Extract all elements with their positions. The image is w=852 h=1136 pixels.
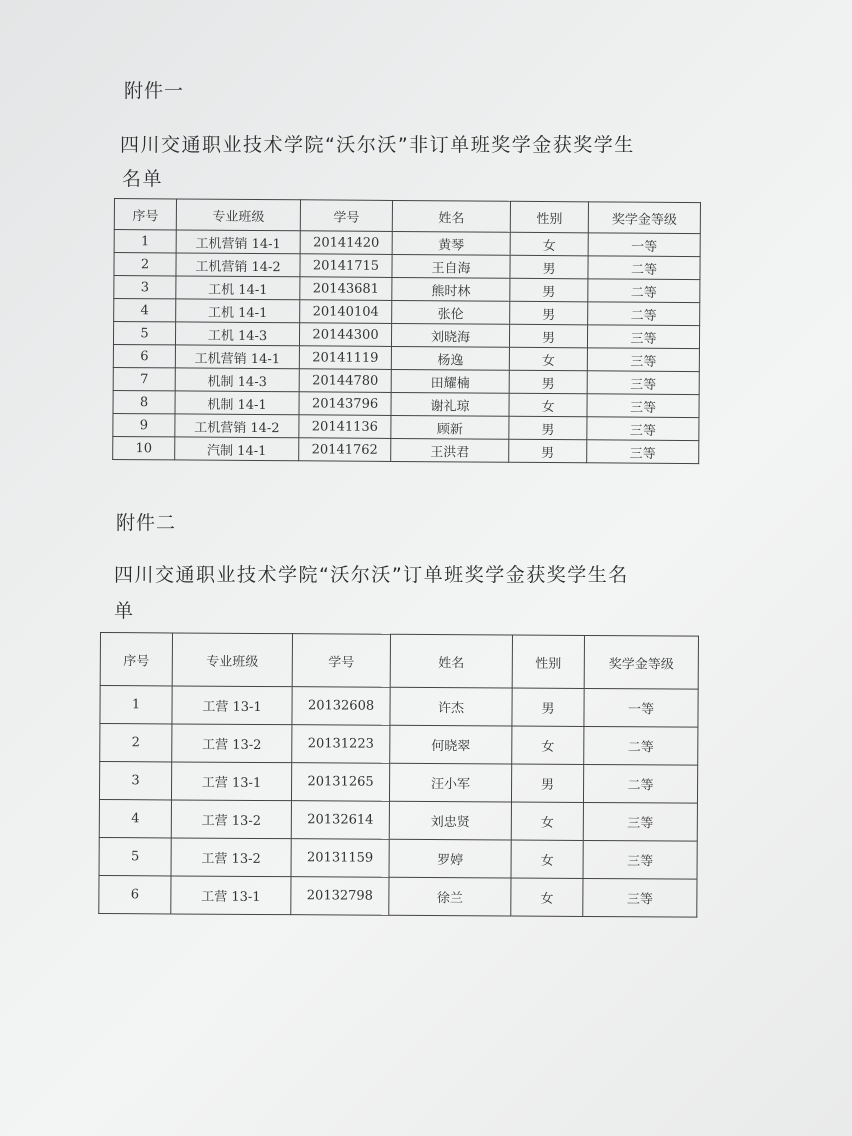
table-cell: 一等 [584,688,698,727]
table-cell: 刘忠贤 [389,801,511,840]
table-cell: 9 [113,413,175,436]
table-row [99,762,697,804]
column-header: 专业班级 [172,633,292,687]
table-cell: 女 [510,232,588,256]
table-cell: 男 [509,439,587,463]
table-cell: 20132614 [291,801,389,840]
table-cell: 女 [511,840,583,878]
column-header: 学号 [300,200,392,232]
table-cell: 男 [509,370,587,394]
table-cell: 女 [511,878,583,916]
table-cell: 三等 [587,325,699,349]
table-cell: 女 [509,393,587,417]
table-cell: 顾新 [391,415,509,439]
table-cell: 谢礼琼 [391,392,509,416]
table-cell: 机制 14-1 [175,391,299,415]
column-header: 专业班级 [176,199,300,231]
table-cell: 三等 [587,394,699,418]
table-cell: 二等 [588,279,700,303]
table-cell: 1 [100,686,172,724]
table-cell: 20143681 [300,277,392,301]
attachment2-table [98,632,699,918]
table-cell: 20140104 [300,300,392,324]
table-cell: 3 [114,276,176,299]
table-cell: 女 [511,802,583,840]
table-cell: 20141762 [299,438,391,462]
table-cell: 1 [114,230,176,253]
table-cell: 何晓翠 [390,725,512,764]
table-cell: 徐兰 [389,877,511,916]
table-cell: 工营 13-1 [171,876,291,915]
table-cell: 男 [512,688,584,726]
table-header-row [114,199,700,234]
table-cell: 二等 [588,302,700,326]
attachment1-title-line1: 四川交通职业技术学院“沃尔沃”非订单班奖学金获奖学生 [120,134,635,156]
attachment2-title-line2: 单 [114,600,135,622]
column-header: 性别 [512,635,584,688]
table-cell: 男 [510,255,588,279]
table-cell: 工营 13-2 [171,838,291,877]
table-cell: 20131223 [292,725,390,764]
table-cell: 王自海 [392,254,510,278]
table-row [99,837,697,879]
table-cell: 10 [113,436,175,459]
table-cell: 三等 [587,417,699,441]
table-cell: 男 [509,324,587,348]
table-cell: 20132798 [291,877,389,916]
table-cell: 工营 13-1 [171,762,291,801]
table-cell: 20144780 [299,369,391,393]
table-cell: 张伦 [392,300,510,324]
column-header: 序号 [114,199,176,230]
table-cell: 工营 13-2 [171,800,291,839]
table-cell: 工机营销 14-2 [175,414,299,438]
table-cell: 三等 [587,348,699,372]
attachment2-title-line1: 四川交通职业技术学院“沃尔沃”订单班奖学金获奖学生名 [114,564,629,586]
table-cell: 20131265 [291,763,389,802]
table-cell: 工机 14-3 [175,322,299,346]
table-cell: 黄琴 [392,231,510,255]
table-cell: 一等 [588,233,700,257]
table-cell: 20144300 [299,323,391,347]
table-cell: 工机营销 14-2 [176,253,300,277]
table-cell: 二等 [583,764,697,803]
table-cell: 汪小军 [389,763,511,802]
column-header: 姓名 [390,634,512,688]
table-cell: 杨逸 [391,346,509,370]
table-cell: 5 [99,837,171,875]
table-cell: 刘晓海 [391,323,509,347]
table-cell: 三等 [587,440,699,464]
table-cell: 汽制 14-1 [175,437,299,461]
table-cell: 2 [100,724,172,762]
table-cell: 三等 [587,371,699,395]
table-header-row [100,633,698,690]
table-cell: 20143796 [299,392,391,416]
attachment1-table [112,198,701,464]
attachment2-heading: 附件二 [116,512,177,534]
table-cell: 6 [99,875,171,913]
table-cell: 男 [510,278,588,302]
table-cell: 20131159 [291,839,389,878]
table-cell: 男 [511,764,583,802]
table-cell: 女 [509,347,587,371]
column-header: 姓名 [392,200,510,232]
table-cell: 20141119 [299,346,391,370]
table-cell: 6 [113,344,175,367]
table-cell: 熊时林 [392,277,510,301]
table-cell: 20141420 [300,231,392,255]
table-row [113,436,699,463]
column-header: 序号 [100,633,172,686]
table-cell: 田耀楠 [391,369,509,393]
table-row [100,724,698,766]
table-cell: 罗婷 [389,839,511,878]
table-cell: 工机 14-1 [176,299,300,323]
table-cell: 男 [509,416,587,440]
column-header: 奖学金等级 [588,202,700,234]
table-cell: 5 [113,322,175,345]
table-cell: 20132608 [292,687,390,726]
table-cell: 7 [113,367,175,390]
table-cell: 3 [99,762,171,800]
table-cell: 二等 [584,726,698,765]
table-cell: 三等 [583,878,697,917]
attachment1-title-line2: 名单 [122,168,164,190]
table-cell: 20141715 [300,254,392,278]
column-header: 性别 [510,201,588,233]
table-cell: 许杰 [390,687,512,726]
table-cell: 工机营销 14-1 [176,230,300,254]
table-cell: 男 [510,301,588,325]
column-header: 学号 [292,634,390,688]
table-cell: 机制 14-3 [175,368,299,392]
column-header: 奖学金等级 [584,635,698,689]
table-cell: 2 [114,253,176,276]
table-row [99,875,697,917]
table-cell: 20141136 [299,415,391,439]
table-cell: 三等 [583,802,697,841]
table-cell: 工机营销 14-1 [175,345,299,369]
table-cell: 4 [99,799,171,837]
table-cell: 工营 13-1 [172,686,292,725]
table-row [99,799,697,841]
table-cell: 二等 [588,256,700,280]
table-cell: 8 [113,390,175,413]
table-cell: 工机 14-1 [176,276,300,300]
table-cell: 4 [114,299,176,322]
table-cell: 王洪君 [391,438,509,462]
table-cell: 三等 [583,840,697,879]
table-cell: 工营 13-2 [172,724,292,763]
table-cell: 女 [512,726,584,764]
table-row [100,686,698,728]
attachment1-heading: 附件一 [124,80,185,102]
